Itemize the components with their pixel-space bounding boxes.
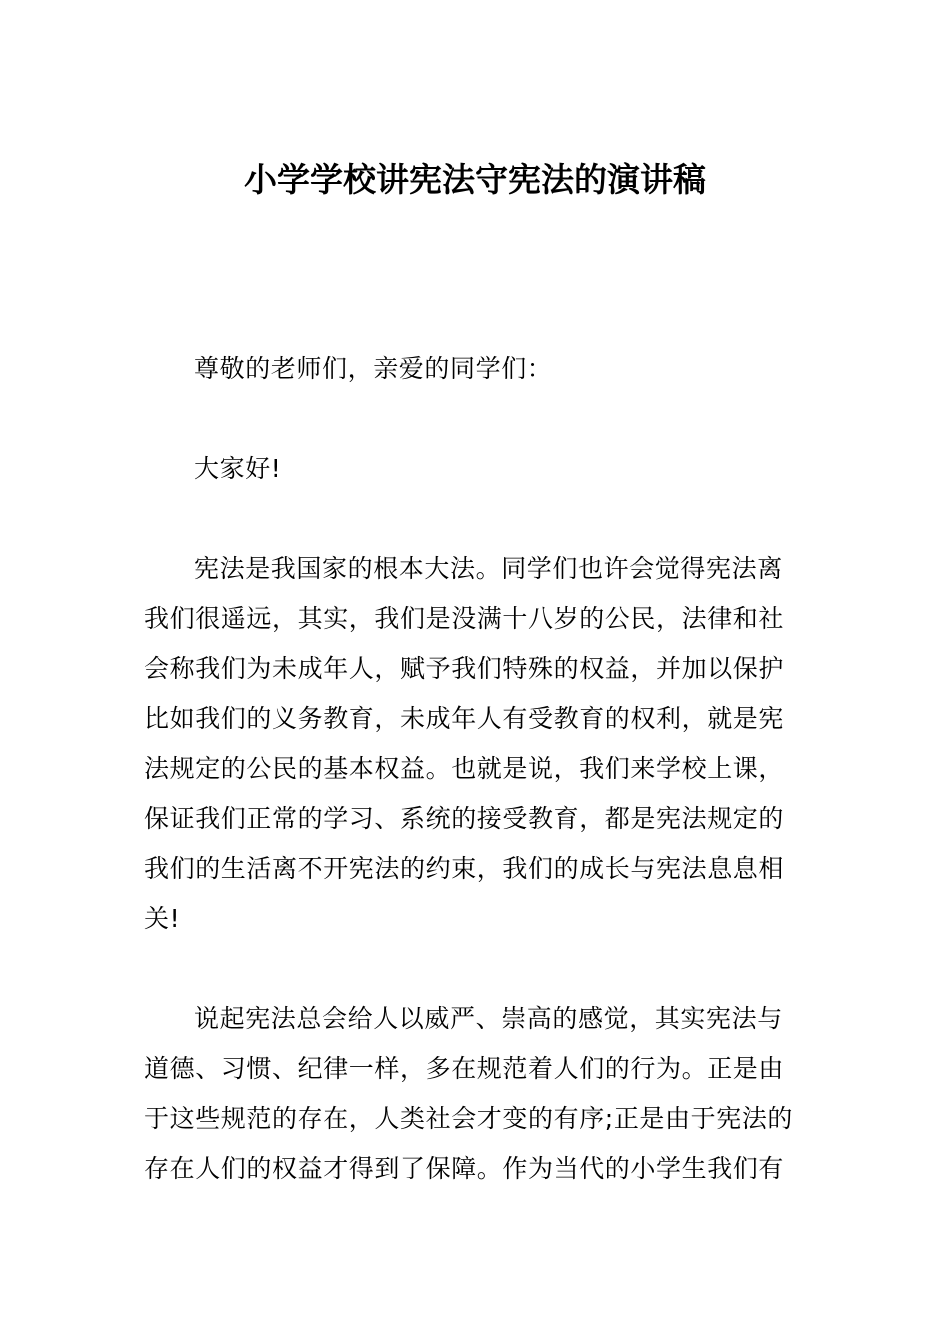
- paragraph-line: 于这些规范的存在，人类社会才变的有序;正是由于宪法的: [144, 1104, 794, 1133]
- paragraph-line: 宪法是我国家的根本大法。同学们也许会觉得宪法离: [194, 554, 783, 583]
- paragraph-line: 比如我们的义务教育，未成年人有受教育的权利，就是宪: [144, 704, 785, 733]
- paragraph-line: 关!: [144, 904, 181, 933]
- paragraph-line: 会称我们为未成年人，赋予我们特殊的权益，并加以保护: [144, 654, 785, 683]
- paragraph-line: 道德、习惯、纪律一样，多在规范着人们的行为。正是由: [144, 1054, 785, 1083]
- paragraph-line: 说起宪法总会给人以威严、崇高的感觉，其实宪法与: [194, 1004, 783, 1033]
- greeting-line: 大家好!: [194, 454, 282, 483]
- paragraph-line: 存在人们的权益才得到了保障。作为当代的小学生我们有: [144, 1154, 785, 1183]
- paragraph-line: 我们的生活离不开宪法的约束，我们的成长与宪法息息相: [144, 854, 785, 883]
- paragraph-line: 我们很遥远，其实，我们是没满十八岁的公民，法律和社: [144, 604, 785, 633]
- document-title: 小学学校讲宪法守宪法的演讲稿: [244, 160, 706, 199]
- salutation-line: 尊敬的老师们，亲爱的同学们：: [194, 354, 553, 383]
- paragraph-line: 保证我们正常的学习、系统的接受教育，都是宪法规定的: [144, 804, 785, 833]
- paragraph-line: 法规定的公民的基本权益。也就是说，我们来学校上课，: [144, 754, 785, 783]
